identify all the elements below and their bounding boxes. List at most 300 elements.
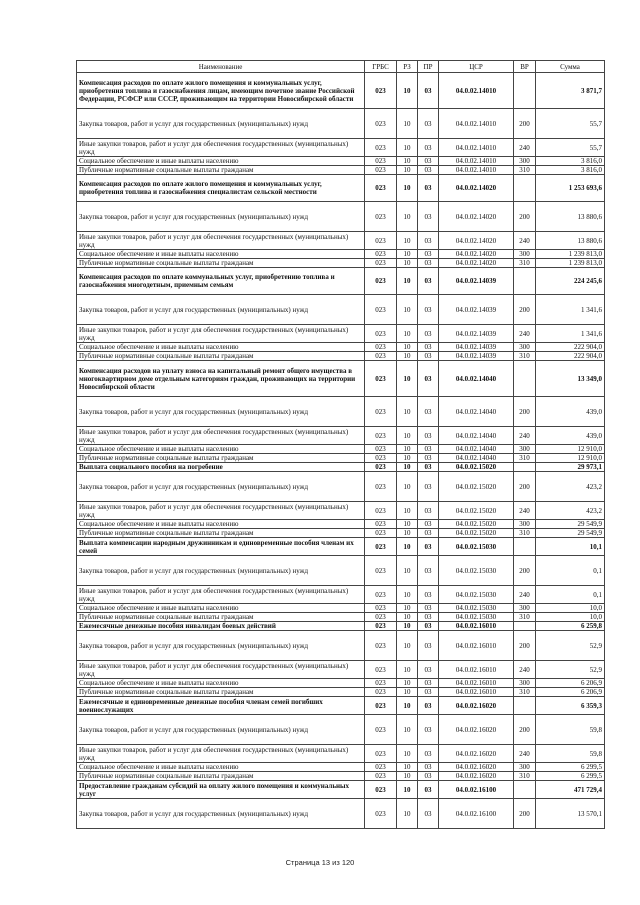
- cell-name: Публичные нормативные социальные выплаты гражданам: [77, 529, 365, 538]
- cell-vr: 240: [514, 427, 536, 445]
- cell-name: Предоставление гражданам субсидий на оплату жилого помещения и коммунальных услуг: [77, 781, 365, 799]
- cell-name: Социальное обеспечение и иные выплаты населению: [77, 445, 365, 454]
- cell-sum: 10,1: [536, 538, 605, 556]
- cell-csr: 04.0.02.14040: [439, 445, 514, 454]
- table-row: [77, 529, 605, 538]
- cell-csr: 04.0.02.14010: [439, 157, 514, 166]
- cell-rz: 10: [397, 343, 418, 352]
- cell-rz: 10: [397, 679, 418, 688]
- table-row-section: [77, 538, 605, 556]
- cell-rz: 10: [397, 202, 418, 232]
- cell-grbs: 023: [365, 538, 397, 556]
- table-row: [77, 715, 605, 745]
- cell-vr: [514, 697, 536, 715]
- cell-name: Иные закупки товаров, работ и услуг для обеспечения государственных (муниципальных) нужд: [77, 502, 365, 520]
- cell-vr: 300: [514, 343, 536, 352]
- cell-csr: 04.0.02.14010: [439, 73, 514, 109]
- cell-sum: 6 206,9: [536, 679, 605, 688]
- cell-csr: 04.0.02.14020: [439, 232, 514, 250]
- cell-name: Закупка товаров, работ и услуг для государственных (муниципальных) нужд: [77, 556, 365, 586]
- cell-pr: 03: [418, 661, 439, 679]
- cell-pr: 03: [418, 175, 439, 202]
- table-row: [77, 745, 605, 763]
- cell-name: Иные закупки товаров, работ и услуг для обеспечения государственных (муниципальных) нужд: [77, 232, 365, 250]
- cell-name: Иные закупки товаров, работ и услуг для обеспечения государственных (муниципальных) нужд: [77, 325, 365, 343]
- cell-vr: 200: [514, 799, 536, 829]
- cell-csr: 04.0.02.16010: [439, 631, 514, 661]
- cell-csr: 04.0.02.15030: [439, 538, 514, 556]
- cell-name: Закупка товаров, работ и услуг для государственных (муниципальных) нужд: [77, 397, 365, 427]
- cell-name: Закупка товаров, работ и услуг для государственных (муниципальных) нужд: [77, 202, 365, 232]
- cell-name: Социальное обеспечение и иные выплаты населению: [77, 604, 365, 613]
- cell-csr: 04.0.02.14020: [439, 259, 514, 268]
- cell-csr: 04.0.02.14010: [439, 139, 514, 157]
- cell-vr: 200: [514, 556, 536, 586]
- cell-sum: 13 880,6: [536, 202, 605, 232]
- cell-rz: 10: [397, 745, 418, 763]
- cell-sum: 12 910,0: [536, 445, 605, 454]
- cell-grbs: 023: [365, 352, 397, 361]
- cell-sum: 6 206,9: [536, 688, 605, 697]
- cell-pr: 03: [418, 688, 439, 697]
- cell-name: Публичные нормативные социальные выплаты гражданам: [77, 352, 365, 361]
- cell-vr: [514, 463, 536, 472]
- cell-sum: 59,8: [536, 745, 605, 763]
- cell-vr: 310: [514, 688, 536, 697]
- cell-pr: 03: [418, 715, 439, 745]
- cell-csr: 04.0.02.16020: [439, 715, 514, 745]
- cell-csr: 04.0.02.16100: [439, 799, 514, 829]
- table-body: [77, 73, 605, 829]
- cell-rz: 10: [397, 454, 418, 463]
- cell-rz: 10: [397, 781, 418, 799]
- table-row: [77, 397, 605, 427]
- cell-pr: 03: [418, 781, 439, 799]
- table-row: [77, 502, 605, 520]
- cell-csr: 04.0.02.16010: [439, 679, 514, 688]
- cell-rz: 10: [397, 445, 418, 454]
- cell-grbs: 023: [365, 157, 397, 166]
- cell-grbs: 023: [365, 772, 397, 781]
- cell-pr: 03: [418, 472, 439, 502]
- cell-vr: 310: [514, 529, 536, 538]
- cell-pr: 03: [418, 745, 439, 763]
- cell-rz: 10: [397, 538, 418, 556]
- cell-vr: [514, 538, 536, 556]
- cell-pr: 03: [418, 445, 439, 454]
- cell-rz: 10: [397, 604, 418, 613]
- cell-sum: 1 253 693,6: [536, 175, 605, 202]
- cell-vr: [514, 268, 536, 295]
- cell-vr: 300: [514, 157, 536, 166]
- table-row: [77, 232, 605, 250]
- table-row: [77, 763, 605, 772]
- table-row: [77, 352, 605, 361]
- cell-sum: 3 816,0: [536, 166, 605, 175]
- cell-grbs: 023: [365, 166, 397, 175]
- cell-sum: 55,7: [536, 109, 605, 139]
- cell-pr: 03: [418, 538, 439, 556]
- cell-rz: 10: [397, 250, 418, 259]
- cell-rz: 10: [397, 463, 418, 472]
- table-row: [77, 661, 605, 679]
- cell-name: Выплата компенсации народным дружинникам и единовременные пособия членам их семей: [77, 538, 365, 556]
- header-pr: ПР: [418, 61, 439, 73]
- cell-pr: 03: [418, 352, 439, 361]
- cell-name: Социальное обеспечение и иные выплаты населению: [77, 520, 365, 529]
- cell-sum: 224 245,6: [536, 268, 605, 295]
- cell-pr: 03: [418, 109, 439, 139]
- table-row-section: [77, 463, 605, 472]
- cell-pr: 03: [418, 613, 439, 622]
- table-row: [77, 157, 605, 166]
- cell-grbs: 023: [365, 472, 397, 502]
- cell-pr: 03: [418, 232, 439, 250]
- cell-grbs: 023: [365, 502, 397, 520]
- cell-csr: 04.0.02.16010: [439, 688, 514, 697]
- cell-pr: 03: [418, 397, 439, 427]
- cell-name: Социальное обеспечение и иные выплаты населению: [77, 343, 365, 352]
- cell-pr: 03: [418, 463, 439, 472]
- cell-rz: 10: [397, 520, 418, 529]
- header-vr: ВР: [514, 61, 536, 73]
- cell-name: Компенсация расходов на уплату взноса на капитальный ремонт общего имущества в многоквартирном доме отдельным категориям граждан, проживающих на территории Новосибирской области: [77, 361, 365, 397]
- cell-pr: 03: [418, 268, 439, 295]
- cell-rz: 10: [397, 763, 418, 772]
- cell-rz: 10: [397, 325, 418, 343]
- cell-rz: 10: [397, 799, 418, 829]
- cell-grbs: 023: [365, 745, 397, 763]
- table-row: [77, 688, 605, 697]
- cell-sum: 52,9: [536, 631, 605, 661]
- table-row: [77, 166, 605, 175]
- cell-name: Социальное обеспечение и иные выплаты населению: [77, 679, 365, 688]
- cell-pr: 03: [418, 295, 439, 325]
- table-row-section: [77, 697, 605, 715]
- cell-csr: 04.0.02.15020: [439, 472, 514, 502]
- cell-name: Закупка товаров, работ и услуг для государственных (муниципальных) нужд: [77, 799, 365, 829]
- cell-vr: [514, 361, 536, 397]
- cell-grbs: 023: [365, 556, 397, 586]
- cell-sum: 1 239 813,0: [536, 259, 605, 268]
- cell-csr: 04.0.02.16100: [439, 781, 514, 799]
- cell-pr: 03: [418, 772, 439, 781]
- cell-sum: 6 299,5: [536, 772, 605, 781]
- cell-sum: 13 349,0: [536, 361, 605, 397]
- cell-vr: 200: [514, 472, 536, 502]
- cell-grbs: 023: [365, 613, 397, 622]
- cell-sum: 10,0: [536, 604, 605, 613]
- cell-grbs: 023: [365, 661, 397, 679]
- cell-pr: 03: [418, 166, 439, 175]
- cell-vr: 200: [514, 109, 536, 139]
- cell-grbs: 023: [365, 295, 397, 325]
- table-row: [77, 604, 605, 613]
- cell-rz: 10: [397, 166, 418, 175]
- cell-grbs: 023: [365, 679, 397, 688]
- cell-csr: 04.0.02.14040: [439, 454, 514, 463]
- table-row: [77, 139, 605, 157]
- cell-grbs: 023: [365, 325, 397, 343]
- cell-sum: 52,9: [536, 661, 605, 679]
- cell-csr: 04.0.02.16020: [439, 745, 514, 763]
- table-row: [77, 631, 605, 661]
- cell-rz: 10: [397, 427, 418, 445]
- cell-sum: 471 729,4: [536, 781, 605, 799]
- cell-vr: 240: [514, 745, 536, 763]
- cell-rz: 10: [397, 361, 418, 397]
- cell-vr: 310: [514, 259, 536, 268]
- table-row: [77, 679, 605, 688]
- cell-sum: 1 239 813,0: [536, 250, 605, 259]
- cell-csr: 04.0.02.14020: [439, 175, 514, 202]
- cell-pr: 03: [418, 631, 439, 661]
- cell-sum: 222 904,0: [536, 352, 605, 361]
- cell-csr: 04.0.02.16010: [439, 622, 514, 631]
- cell-sum: 1 341,6: [536, 295, 605, 325]
- table-row: [77, 445, 605, 454]
- cell-vr: 300: [514, 250, 536, 259]
- cell-grbs: 023: [365, 139, 397, 157]
- header-csr: ЦСР: [439, 61, 514, 73]
- cell-pr: 03: [418, 520, 439, 529]
- cell-grbs: 023: [365, 604, 397, 613]
- cell-sum: 6 299,5: [536, 763, 605, 772]
- cell-rz: 10: [397, 688, 418, 697]
- cell-grbs: 023: [365, 232, 397, 250]
- cell-name: Компенсация расходов по оплате коммунальных услуг, приобретению топлива и газоснабжения многодетным, приемным семьям: [77, 268, 365, 295]
- cell-name: Ежемесячные денежные пособия инвалидам боевых действий: [77, 622, 365, 631]
- cell-csr: 04.0.02.16010: [439, 661, 514, 679]
- cell-grbs: 023: [365, 715, 397, 745]
- table-row: [77, 556, 605, 586]
- cell-pr: 03: [418, 586, 439, 604]
- cell-sum: 29 549,9: [536, 529, 605, 538]
- cell-sum: 423,2: [536, 502, 605, 520]
- cell-csr: 04.0.02.14010: [439, 109, 514, 139]
- cell-grbs: 023: [365, 427, 397, 445]
- cell-csr: 04.0.02.14039: [439, 268, 514, 295]
- cell-grbs: 023: [365, 586, 397, 604]
- cell-csr: 04.0.02.14020: [439, 202, 514, 232]
- cell-csr: 04.0.02.14040: [439, 361, 514, 397]
- cell-grbs: 023: [365, 109, 397, 139]
- cell-grbs: 023: [365, 697, 397, 715]
- cell-name: Публичные нормативные социальные выплаты гражданам: [77, 772, 365, 781]
- cell-pr: 03: [418, 502, 439, 520]
- cell-name: Закупка товаров, работ и услуг для государственных (муниципальных) нужд: [77, 109, 365, 139]
- cell-name: Социальное обеспечение и иные выплаты населению: [77, 763, 365, 772]
- cell-vr: [514, 622, 536, 631]
- cell-csr: 04.0.02.15020: [439, 529, 514, 538]
- cell-grbs: 023: [365, 343, 397, 352]
- cell-pr: 03: [418, 73, 439, 109]
- cell-rz: 10: [397, 295, 418, 325]
- cell-rz: 10: [397, 139, 418, 157]
- cell-vr: 310: [514, 166, 536, 175]
- table-row: [77, 343, 605, 352]
- cell-vr: 240: [514, 502, 536, 520]
- cell-name: Выплата социального пособия на погребение: [77, 463, 365, 472]
- cell-csr: 04.0.02.15020: [439, 502, 514, 520]
- cell-sum: 6 359,3: [536, 697, 605, 715]
- cell-rz: 10: [397, 109, 418, 139]
- cell-rz: 10: [397, 232, 418, 250]
- table-row: [77, 613, 605, 622]
- cell-grbs: 023: [365, 361, 397, 397]
- cell-vr: 310: [514, 352, 536, 361]
- header-grbs: ГРБС: [365, 61, 397, 73]
- table-row: [77, 325, 605, 343]
- cell-grbs: 023: [365, 763, 397, 772]
- cell-name: Публичные нормативные социальные выплаты гражданам: [77, 454, 365, 463]
- cell-sum: 439,0: [536, 397, 605, 427]
- cell-vr: 310: [514, 454, 536, 463]
- cell-csr: 04.0.02.14039: [439, 325, 514, 343]
- cell-pr: 03: [418, 454, 439, 463]
- cell-vr: 200: [514, 715, 536, 745]
- cell-pr: 03: [418, 622, 439, 631]
- cell-sum: 222 904,0: [536, 343, 605, 352]
- cell-sum: 12 910,0: [536, 454, 605, 463]
- cell-name: Публичные нормативные социальные выплаты гражданам: [77, 613, 365, 622]
- cell-csr: 04.0.02.16020: [439, 697, 514, 715]
- cell-csr: 04.0.02.14039: [439, 343, 514, 352]
- cell-sum: 59,8: [536, 715, 605, 745]
- cell-name: Закупка товаров, работ и услуг для государственных (муниципальных) нужд: [77, 295, 365, 325]
- cell-pr: 03: [418, 202, 439, 232]
- cell-vr: 240: [514, 325, 536, 343]
- header-rz: РЗ: [397, 61, 418, 73]
- cell-sum: 3 816,0: [536, 157, 605, 166]
- cell-vr: 300: [514, 445, 536, 454]
- cell-rz: 10: [397, 472, 418, 502]
- cell-vr: 200: [514, 295, 536, 325]
- table-row-section: [77, 361, 605, 397]
- cell-vr: 240: [514, 139, 536, 157]
- cell-vr: 300: [514, 604, 536, 613]
- cell-rz: 10: [397, 73, 418, 109]
- cell-vr: 240: [514, 586, 536, 604]
- cell-sum: 29 973,1: [536, 463, 605, 472]
- cell-name: Публичные нормативные социальные выплаты гражданам: [77, 259, 365, 268]
- cell-vr: 240: [514, 661, 536, 679]
- cell-pr: 03: [418, 679, 439, 688]
- cell-grbs: 023: [365, 73, 397, 109]
- table-row: [77, 202, 605, 232]
- cell-rz: 10: [397, 697, 418, 715]
- cell-name: Социальное обеспечение и иные выплаты населению: [77, 250, 365, 259]
- cell-rz: 10: [397, 397, 418, 427]
- header-name: Наименование: [77, 61, 365, 73]
- cell-rz: 10: [397, 175, 418, 202]
- table-row: [77, 259, 605, 268]
- table-row: [77, 472, 605, 502]
- cell-csr: 04.0.02.16020: [439, 772, 514, 781]
- table-row: [77, 454, 605, 463]
- cell-rz: 10: [397, 622, 418, 631]
- table-row-section: [77, 73, 605, 109]
- cell-pr: 03: [418, 604, 439, 613]
- cell-grbs: 023: [365, 175, 397, 202]
- table-row: [77, 427, 605, 445]
- cell-grbs: 023: [365, 529, 397, 538]
- cell-vr: [514, 781, 536, 799]
- cell-csr: 04.0.02.14020: [439, 250, 514, 259]
- cell-name: Социальное обеспечение и иные выплаты населению: [77, 157, 365, 166]
- cell-name: Закупка товаров, работ и услуг для государственных (муниципальных) нужд: [77, 631, 365, 661]
- cell-grbs: 023: [365, 454, 397, 463]
- cell-rz: 10: [397, 613, 418, 622]
- cell-csr: 04.0.02.16020: [439, 763, 514, 772]
- cell-sum: 439,0: [536, 427, 605, 445]
- cell-pr: 03: [418, 361, 439, 397]
- cell-rz: 10: [397, 268, 418, 295]
- cell-grbs: 023: [365, 463, 397, 472]
- cell-csr: 04.0.02.15020: [439, 520, 514, 529]
- cell-name: Иные закупки товаров, работ и услуг для обеспечения государственных (муниципальных) нужд: [77, 661, 365, 679]
- cell-grbs: 023: [365, 250, 397, 259]
- cell-grbs: 023: [365, 445, 397, 454]
- cell-rz: 10: [397, 529, 418, 538]
- cell-name: Компенсация расходов по оплате жилого помещения и коммунальных услуг, приобретения топлива и газоснабжения лицам, имеющим почетное звание Российской Федерации, РСФСР или СССР, проживающим на территории Новосибирской области: [77, 73, 365, 109]
- cell-csr: 04.0.02.15030: [439, 604, 514, 613]
- cell-grbs: 023: [365, 520, 397, 529]
- cell-vr: 200: [514, 397, 536, 427]
- table-row: [77, 586, 605, 604]
- cell-pr: 03: [418, 250, 439, 259]
- table-row: [77, 772, 605, 781]
- cell-name: Закупка товаров, работ и услуг для государственных (муниципальных) нужд: [77, 715, 365, 745]
- page-number: Страница 13 из 120: [285, 858, 355, 867]
- table-row-section: [77, 622, 605, 631]
- cell-vr: 300: [514, 763, 536, 772]
- cell-csr: 04.0.02.15030: [439, 586, 514, 604]
- cell-grbs: 023: [365, 259, 397, 268]
- table-row: [77, 799, 605, 829]
- cell-pr: 03: [418, 529, 439, 538]
- header-sum: Сумма: [536, 61, 605, 73]
- cell-vr: 300: [514, 520, 536, 529]
- cell-csr: 04.0.02.14040: [439, 427, 514, 445]
- cell-vr: 300: [514, 679, 536, 688]
- cell-csr: 04.0.02.15030: [439, 556, 514, 586]
- cell-rz: 10: [397, 556, 418, 586]
- cell-pr: 03: [418, 799, 439, 829]
- table-row-section: [77, 268, 605, 295]
- cell-sum: 0,1: [536, 586, 605, 604]
- cell-pr: 03: [418, 259, 439, 268]
- table-row: [77, 295, 605, 325]
- cell-pr: 03: [418, 556, 439, 586]
- cell-grbs: 023: [365, 202, 397, 232]
- cell-sum: 13 570,1: [536, 799, 605, 829]
- cell-vr: 310: [514, 613, 536, 622]
- cell-grbs: 023: [365, 622, 397, 631]
- cell-sum: 13 880,6: [536, 232, 605, 250]
- cell-rz: 10: [397, 772, 418, 781]
- cell-sum: 10,0: [536, 613, 605, 622]
- cell-grbs: 023: [365, 781, 397, 799]
- cell-name: Ежемесячные и единовременные денежные пособия членам семей погибших военнослужащих: [77, 697, 365, 715]
- cell-csr: 04.0.02.15020: [439, 463, 514, 472]
- cell-grbs: 023: [365, 268, 397, 295]
- cell-grbs: 023: [365, 397, 397, 427]
- cell-rz: 10: [397, 157, 418, 166]
- cell-vr: [514, 73, 536, 109]
- cell-rz: 10: [397, 631, 418, 661]
- cell-rz: 10: [397, 502, 418, 520]
